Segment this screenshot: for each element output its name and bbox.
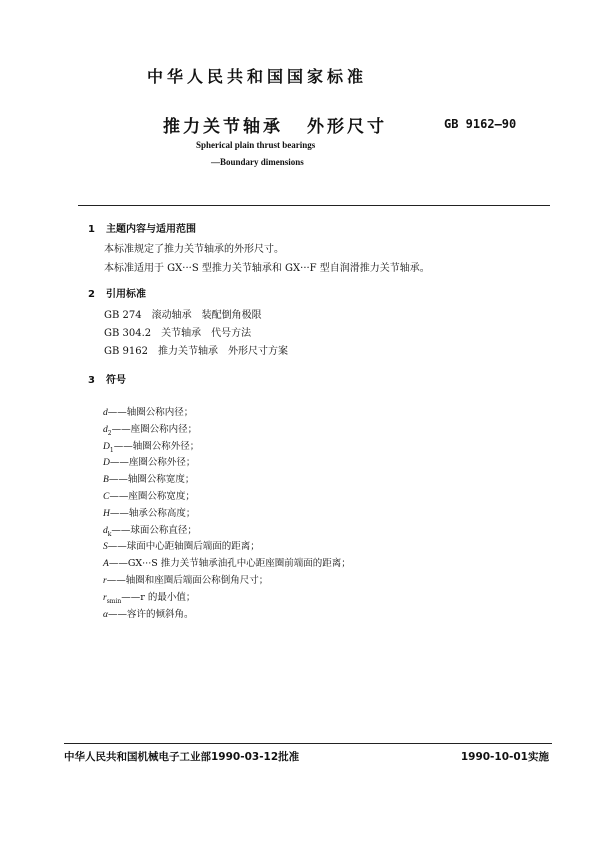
title-part2: 外形尺寸 — [307, 117, 387, 137]
symbol: d — [103, 408, 108, 418]
document-title — [163, 112, 387, 137]
title-part1: 推力关节轴承 — [163, 117, 283, 137]
section-1-line: 本标准规定了推力关节轴承的外形尺寸。 — [104, 244, 284, 255]
header-divider — [78, 205, 550, 206]
symbol-definition — [103, 438, 199, 454]
standard-code: GB 9162—90 — [444, 117, 517, 131]
symbol-description: ——轴圈公称宽度； — [108, 474, 195, 486]
reference-item: GB 9162 推力关节轴承 外形尺寸方案 — [104, 346, 288, 357]
symbol-definition — [103, 505, 195, 521]
symbol-definition — [103, 488, 195, 504]
reference-item: GB 274 滚动轴承 装配倒角极限 — [104, 310, 262, 321]
symbol-definition — [103, 454, 195, 470]
symbol-description: ——座圈公称外径； — [109, 457, 196, 469]
symbol-subscript: smin — [106, 597, 122, 605]
symbol: r — [103, 592, 107, 603]
symbol: d — [103, 525, 108, 536]
symbol: D — [103, 458, 110, 469]
symbol-definition — [103, 522, 197, 538]
approval-date: 中华人民共和国机械电子工业部1990-03-12批准 — [64, 751, 300, 763]
symbol-subscript: 1 — [109, 446, 114, 454]
symbol: H — [103, 508, 110, 519]
reference-item: GB 304.2 关节轴承 代号方法 — [104, 328, 252, 339]
english-title-line1: Spherical plain thrust bearings — [196, 140, 316, 150]
symbol-description: ——容许的倾斜角。 — [108, 608, 194, 620]
symbol-definition — [103, 538, 260, 554]
implementation-date: 1990-10-01实施 — [460, 751, 549, 763]
symbol-description: ——轴圈公称内径； — [107, 407, 194, 418]
symbol-definition — [103, 471, 194, 487]
section-heading-2: 2 引用标准 — [88, 289, 146, 300]
symbol: B — [103, 475, 109, 486]
section-heading-3: 3 符号 — [88, 375, 126, 386]
section-heading-1: 1 主题内容与适用范围 — [88, 224, 196, 235]
symbol-description: ——GX···S 推力关节轴承油孔中心距座圈前端面的距离； — [108, 558, 351, 570]
symbol: d — [103, 424, 108, 435]
english-title-line2: —Boundary dimensions — [211, 157, 304, 167]
symbol-description: ——球面中心距轴圈后端面的距离； — [107, 541, 260, 553]
section-1-line: 本标准适用于 GX···S 型推力关节轴承和 GX···F 型自润滑推力关节轴承。 — [104, 263, 430, 274]
symbol-description: ——轴圈和座圈后端面公称倒角尺寸； — [106, 575, 269, 586]
symbol: A — [103, 559, 109, 570]
symbol-description: ——轴圈公称外径； — [113, 440, 200, 452]
symbol-description: ——球面公称直径； — [111, 524, 197, 536]
symbol: C — [103, 492, 110, 502]
symbol-definition — [103, 555, 351, 571]
footer-divider — [64, 743, 552, 744]
symbol-description: ——座圈公称宽度； — [109, 491, 195, 502]
symbol-definition — [103, 404, 193, 420]
symbol-subscript: 2 — [107, 429, 112, 437]
symbol-subscript: k — [107, 530, 112, 538]
symbol-description: ——r 的最小值； — [121, 591, 196, 603]
symbol-definition — [103, 421, 197, 437]
symbol-definition — [103, 589, 195, 605]
symbol-definition — [103, 606, 194, 622]
symbol-description: ——轴承公称高度； — [109, 507, 196, 519]
symbol: D — [103, 441, 110, 452]
symbol-definition — [103, 572, 268, 588]
symbol: α — [103, 609, 108, 620]
issuing-organization: 中华人民共和国国家标准 — [147, 67, 368, 86]
symbol: r — [103, 576, 107, 586]
symbol-description: ——座圈公称内径； — [111, 423, 198, 435]
symbol: S — [103, 542, 108, 553]
